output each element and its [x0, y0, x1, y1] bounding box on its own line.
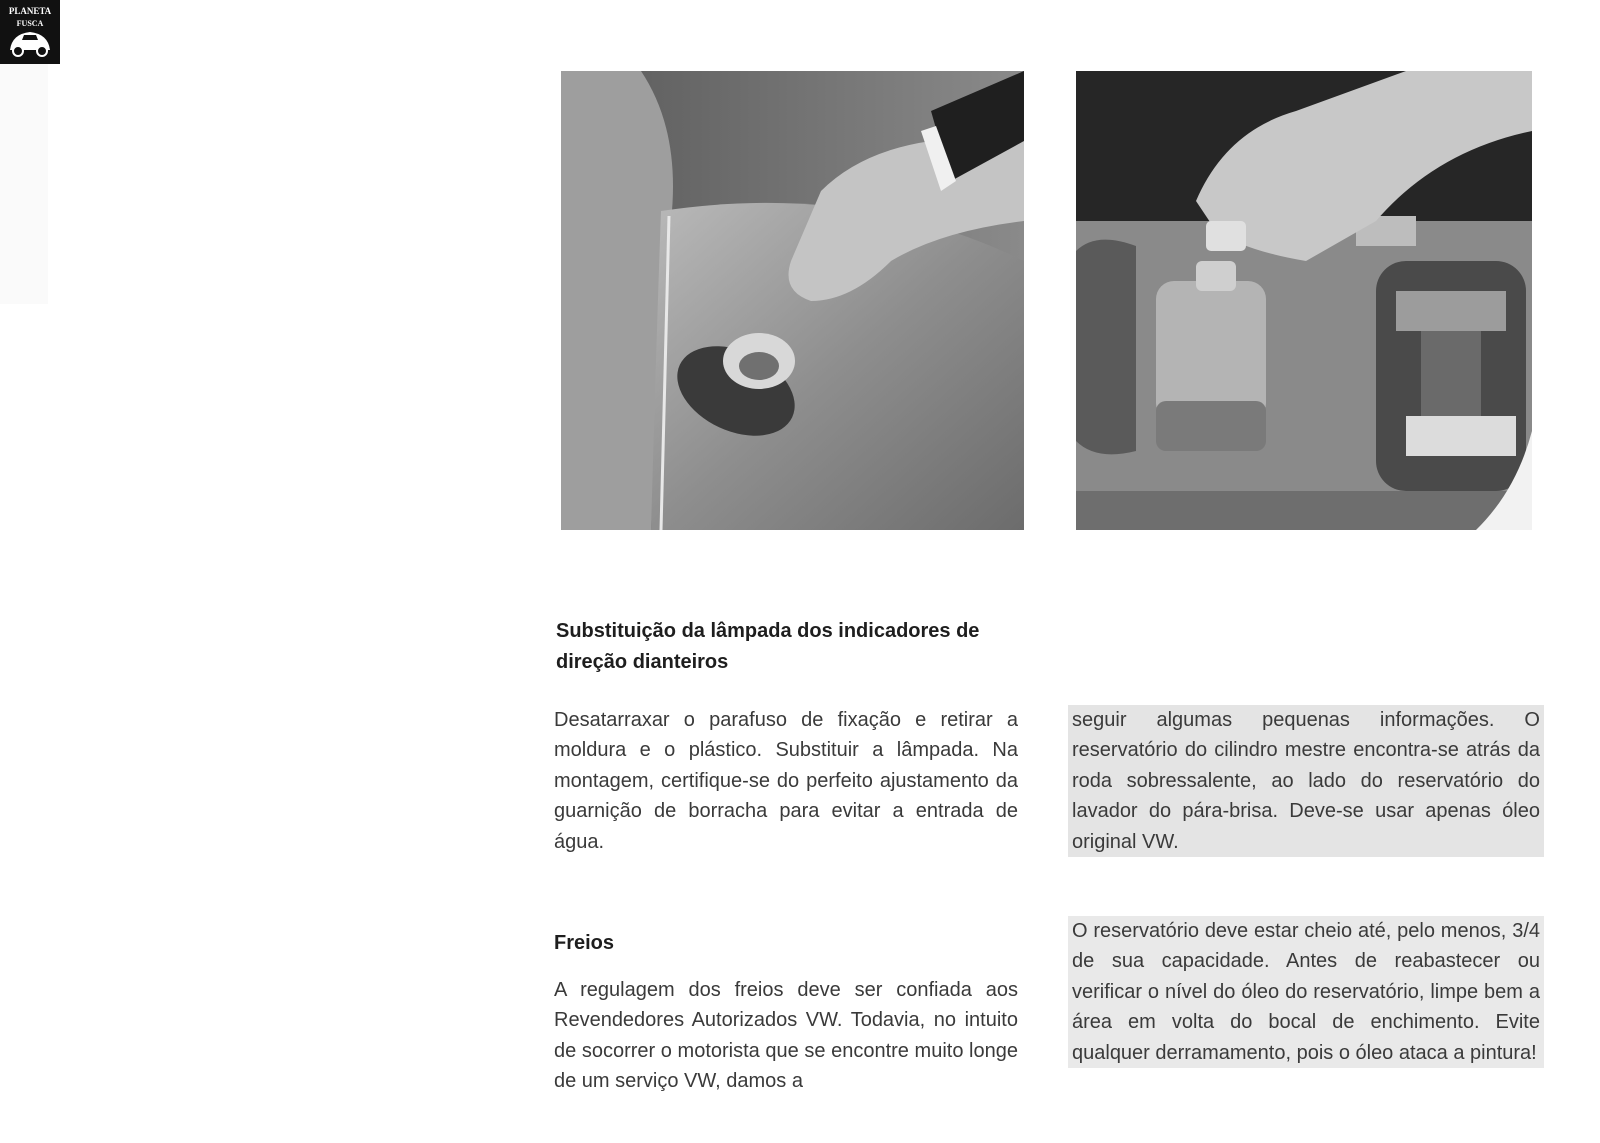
turn-signal-lamp-photo: [561, 71, 1024, 530]
freios-section-title: Freios: [554, 932, 615, 954]
planeta-fusca-logo: [0, 0, 60, 64]
brake-reservoir-warning: O reservatório deve estar cheio até, pelo menos, 3/4 de sua capacidade. Antes de reabastecer ou verificar o nível do óleo do reservatório, limpe bem a área em volta do bocal de enchimento. Evite qualquer derramamento, pois o óleo ataca a pintura!: [1068, 916, 1544, 1068]
lamp-section-body: Desatarraxar o parafuso de fixação e retirar a moldura e o plástico. Substituir a lâmpada. Na montagem, certifique-se do perfeito ajustamento da guarnição de borracha para evitar a entrada de água.: [554, 709, 1018, 853]
lamp-section-title: Substituição da lâmpada dos indicadores de direção dianteiros: [556, 620, 980, 673]
svg-text:FUSCA: FUSCA: [16, 19, 44, 28]
beetle-car-icon: [0, 0, 60, 64]
svg-text:PLANETA: PLANETA: [8, 6, 52, 16]
freios-section-body: A regulagem dos freios deve ser confiada aos Revendedores Autorizados VW. Todavia, no intuito de socorrer o motorista que se encontre muito longe de um serviço VW, damos a: [554, 979, 1018, 1093]
brake-reservoir-info: seguir algumas pequenas informações. O reservatório do cilindro mestre encontra-se atrás da roda sobressalente, ao lado do reservatório do lavador do pára-brisa. Deve-se usar apenas óleo original VW.: [1068, 705, 1544, 857]
brake-fluid-reservoir-photo: [1076, 71, 1532, 530]
margin-shade: [0, 64, 48, 304]
